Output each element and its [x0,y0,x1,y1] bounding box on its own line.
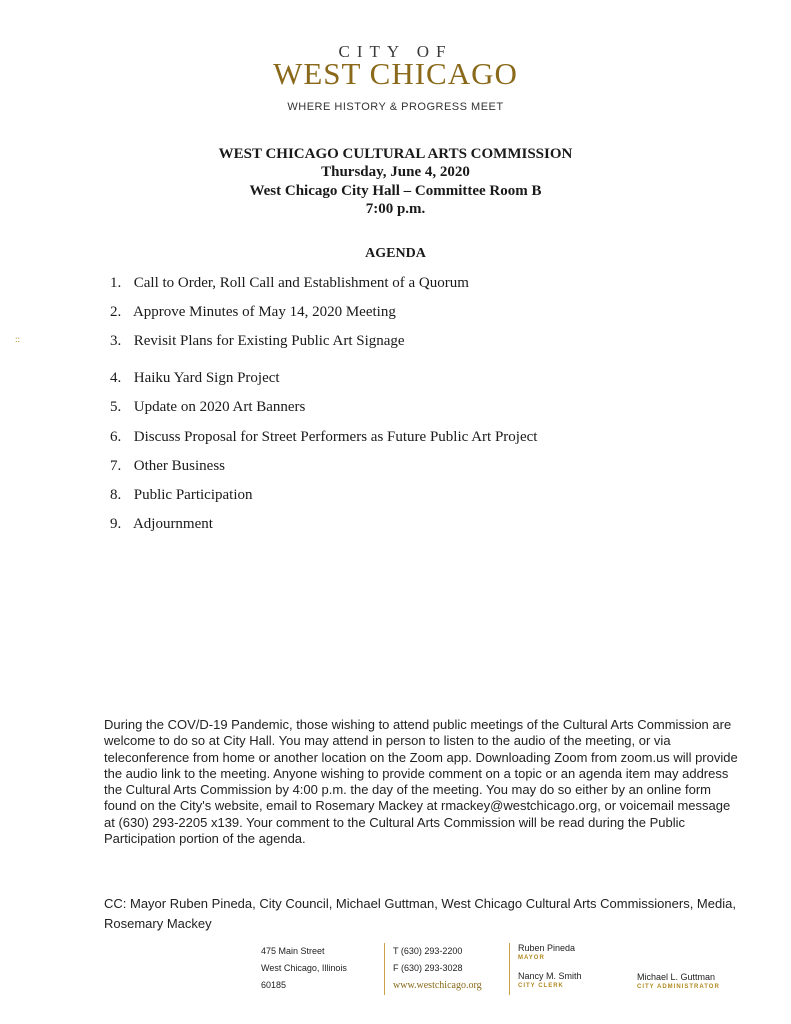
margin-mark: :: [15,334,21,344]
agenda-item-text: Discuss Proposal for Street Performers as Future Public Art Project [133,429,538,445]
mayor-name: Ruben Pineda [518,943,576,953]
address-line: 475 Main Street [261,946,325,956]
letterhead-tagline: WHERE HISTORY & PROGRESS MEET [287,101,504,113]
footer-administrator [637,972,720,991]
letterhead-city-name: WEST CHICAGO [273,56,518,91]
agenda-item-text: Haiku Yard Sign Project [133,370,280,386]
admin-name: Michael L. Guttman [637,972,716,982]
agenda-item [110,429,537,446]
letterhead-city-of: CITY OF [338,42,453,61]
agenda-item [110,275,469,292]
footer-address [261,943,347,994]
agenda-item-text: Call to Order, Roll Call and Establishment of a Quorum [133,275,469,291]
clerk-title: CITY CLERK [518,983,564,989]
footer-website: www.westchicago.org [393,980,482,991]
agenda-item [110,487,252,504]
agenda-item-number: 3. [110,333,122,349]
address-line: West Chicago, Illinois [261,963,347,973]
agenda-item-number: 1. [110,275,122,291]
footer-contact [384,943,482,995]
footer-fax: F (630) 293-3028 [393,963,463,973]
agenda-item-text: Public Participation [133,487,253,503]
agenda-item-number: 9. [110,516,122,532]
agenda-item-text: Approve Minutes of May 14, 2020 Meeting [132,304,396,320]
agenda-item [110,304,396,321]
address-line: 60185 [261,980,287,990]
agenda-item-text: Revisit Plans for Existing Public Art Signage [133,333,405,349]
mayor-title: MAYOR [518,955,545,961]
agenda-item-number: 7. [110,458,122,474]
footer-officials [509,943,582,995]
agenda-item [110,399,305,416]
agenda-item [110,333,405,350]
agenda-item-number: 8. [110,487,122,503]
agenda-item-number: 4. [110,370,122,386]
agenda-item-text: Update on 2020 Art Banners [133,399,306,415]
clerk-name: Nancy M. Smith [518,971,582,981]
agenda-item [110,370,280,387]
commission-title: WEST CHICAGO CULTURAL ARTS COMMISSION [218,146,573,162]
agenda-item [110,516,213,533]
footer-phone: T (630) 293-2200 [393,946,463,956]
meeting-time: 7:00 p.m. [365,201,426,217]
agenda-item-number: 6. [110,429,122,445]
agenda-item-text: Adjournment [132,516,213,532]
agenda-item-number: 5. [110,399,122,415]
meeting-date: Thursday, June 4, 2020 [321,164,470,180]
pandemic-notice: During the COV/D-19 Pandemic, those wishing to attend public meetings of the Cultural Arts Commission are welcome to do so at City Hall. You may attend in person to listen to the audio of the meeting, or via teleconference from home or another location on the Zoom app. Downloading Zoom from zoom.us will provide the audio link to the meeting. Anyone wishing to provide comment on a topic or an agenda item may address the Cultural Arts Commission by 4:00 p.m. the day of the meeting. You may do so either by an online form found on the City's website, email to Rosemary Mackey at rmackey@westchicago.org, or voicemail message at (630) 293-2205 x139. Your comment to the Cultural Arts Commission will be read during the Public Participation portion of the agenda. [104,717,738,847]
cc-line: CC: Mayor Ruben Pineda, City Council, Michael Guttman, West Chicago Cultural Arts Commissioners, Media, Rosemary Mackey [104,896,736,931]
admin-title: CITY ADMINISTRATOR [637,984,720,990]
agenda-title: AGENDA [365,246,426,261]
meeting-location: West Chicago City Hall – Committee Room B [249,183,542,199]
agenda-item-number: 2. [110,304,122,320]
agenda-item [110,458,225,475]
agenda-item-text: Other Business [133,458,225,474]
